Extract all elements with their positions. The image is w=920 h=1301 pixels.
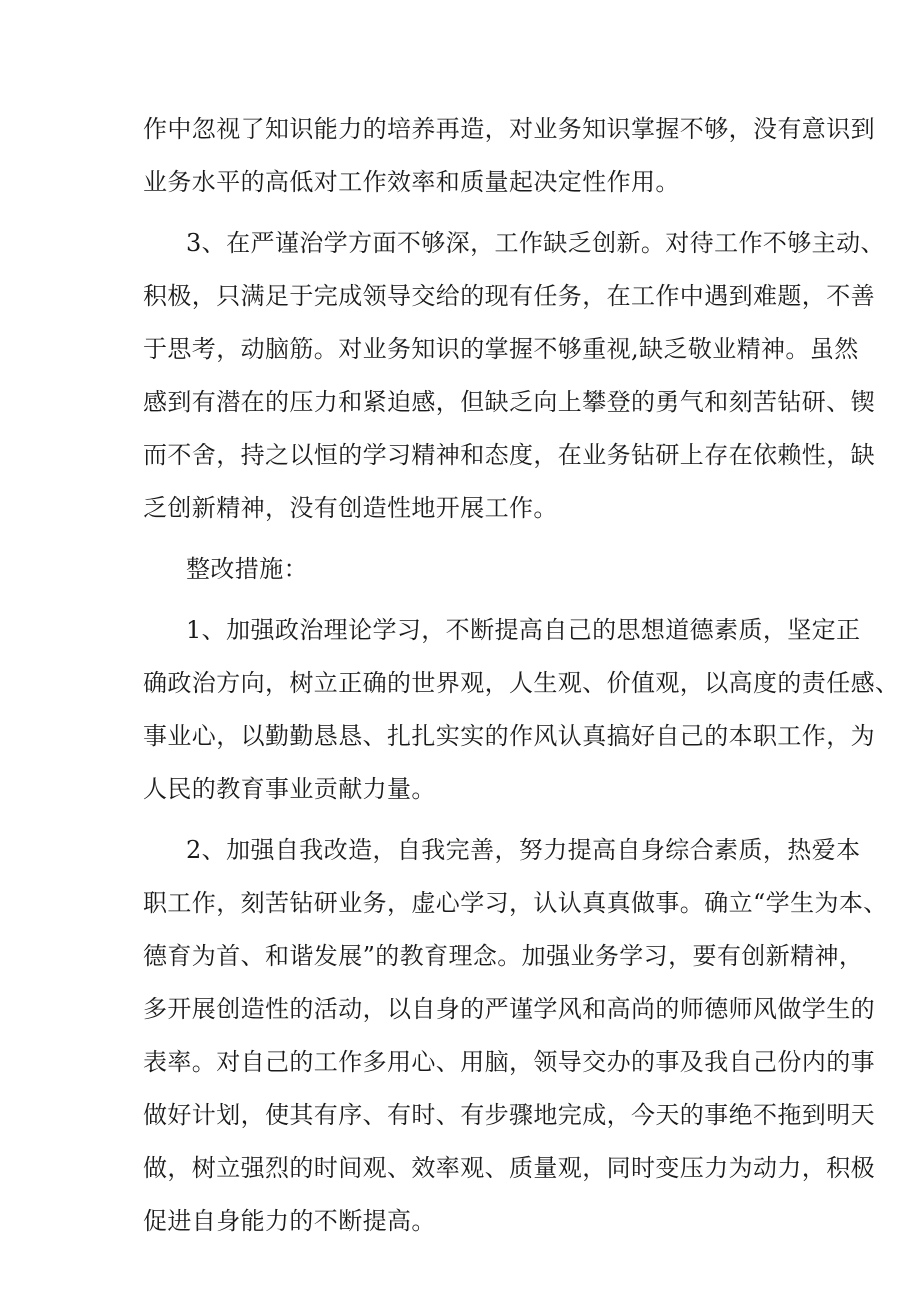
text-line: 3、在严谨治学方面不够深，工作缺乏创新。对待工作不够主动、	[186, 229, 885, 257]
text-line: 作中忽视了知识能力的培养再造，对业务知识掌握不够，没有意识到	[143, 115, 875, 143]
text-line: 事业心，以勤勤恳恳、扎扎实实的作风认真搞好自己的本职工作，为	[143, 722, 875, 750]
text-line: 人民的教育事业贡献力量。	[143, 775, 436, 803]
text-line: 职工作，刻苦钻研业务，虚心学习，认认真真做事。确立“学生为本、	[143, 889, 888, 917]
text-line: 德育为首、和谐发展”的教育理念。加强业务学习，要有创新精神，	[143, 942, 864, 970]
text-line: 确政治方向，树立正确的世界观，人生观、价值观，以高度的责任感、	[143, 669, 900, 697]
text-line: 1、加强政治理论学习，不断提高自己的思想道德素质，坚定正	[186, 616, 861, 644]
text-line: 积极，只满足于完成领导交给的现有任务，在工作中遇到难题，不善	[143, 282, 875, 310]
text-line: 促进自身能力的不断提高。	[143, 1207, 436, 1235]
text-line: 表率。对自己的工作多用心、用脑，领导交办的事及我自己份内的事	[143, 1048, 875, 1076]
text-line: 多开展创造性的活动，以自身的严谨学风和高尚的师德师风做学生的	[143, 995, 875, 1023]
text-line: 而不舍，持之以恒的学习精神和态度，在业务钻研上存在依赖性，缺	[143, 441, 875, 469]
section-heading: 整改措施：	[186, 555, 308, 583]
text-line: 于思考，动脑筋。对业务知识的掌握不够重视,缺乏敬业精神。虽然	[143, 335, 859, 363]
text-line: 乏创新精神，没有创造性地开展工作。	[143, 494, 558, 522]
text-line: 做好计划，使其有序、有时、有步骤地完成，今天的事绝不拖到明天	[143, 1101, 875, 1129]
text-line: 感到有潜在的压力和紧迫感，但缺乏向上攀登的勇气和刻苦钻研、锲	[143, 388, 875, 416]
text-line: 业务水平的高低对工作效率和质量起决定性作用。	[143, 168, 680, 196]
text-line: 2、加强自我改造，自我完善，努力提高自身综合素质，热爱本	[186, 836, 861, 864]
text-line: 做，树立强烈的时间观、效率观、质量观，同时变压力为动力，积极	[143, 1154, 875, 1182]
